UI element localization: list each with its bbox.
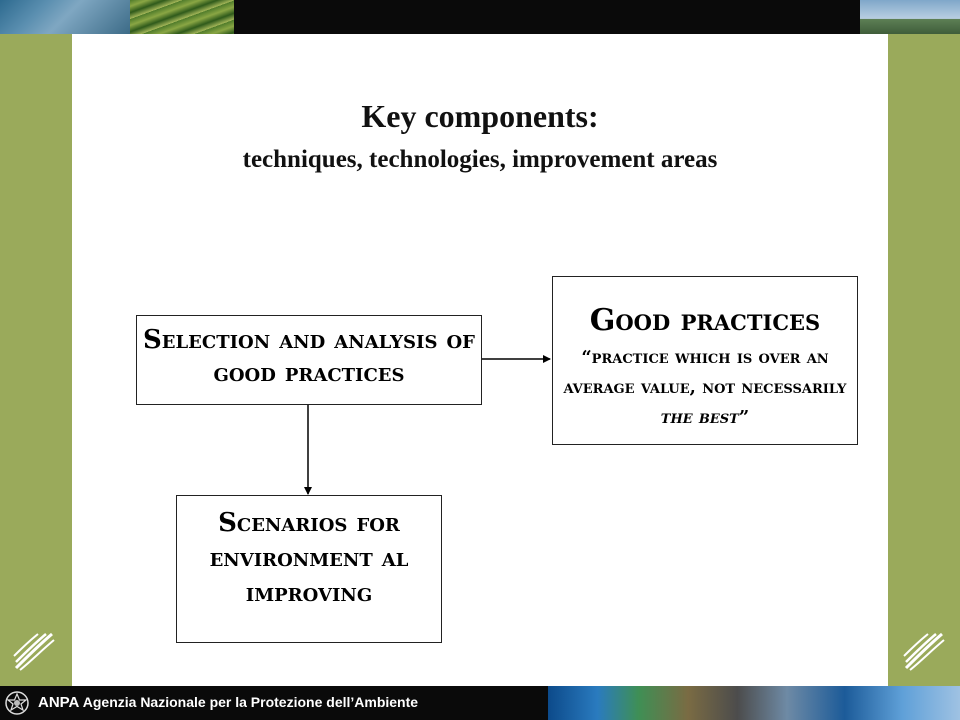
definition-close-quote: ” [738, 407, 750, 428]
slide-content [72, 34, 888, 686]
slide-subtitle: techniques, technologies, improvement areas [242, 146, 718, 173]
selection-analysis-label: Selection and analysis of good practices [143, 325, 475, 388]
footer-agency-text [38, 694, 418, 711]
selection-analysis-box [136, 315, 482, 405]
good-practices-box [552, 276, 858, 445]
scenarios-box [176, 495, 442, 643]
banner-photo-water [0, 0, 130, 34]
good-practices-heading: Good practices [589, 303, 821, 338]
footer-photo-strip [548, 686, 960, 720]
swoosh-icon [12, 628, 56, 672]
right-side-panel [886, 34, 960, 686]
swoosh-icon [902, 628, 946, 672]
top-banner [0, 0, 960, 34]
footer-bar [0, 686, 960, 720]
left-side-panel [0, 34, 74, 686]
scenarios-label: Scenarios for environment al improving [209, 508, 409, 608]
banner-photo-fields [130, 0, 234, 34]
agency-abbreviation: ANPA [38, 694, 80, 711]
definition-emphasis: the best [660, 407, 739, 428]
definition-open-quote: “ [581, 347, 592, 368]
republic-emblem-icon [4, 688, 30, 718]
agency-name: Agenzia Nazionale per la Protezione dell’Ambiente [79, 694, 419, 710]
good-practices-definition [553, 343, 857, 433]
banner-photo-landscape [860, 0, 960, 34]
slide-title: Key components: [361, 98, 599, 134]
definition-text: practice which is over an average value, not necessarily [563, 347, 847, 398]
